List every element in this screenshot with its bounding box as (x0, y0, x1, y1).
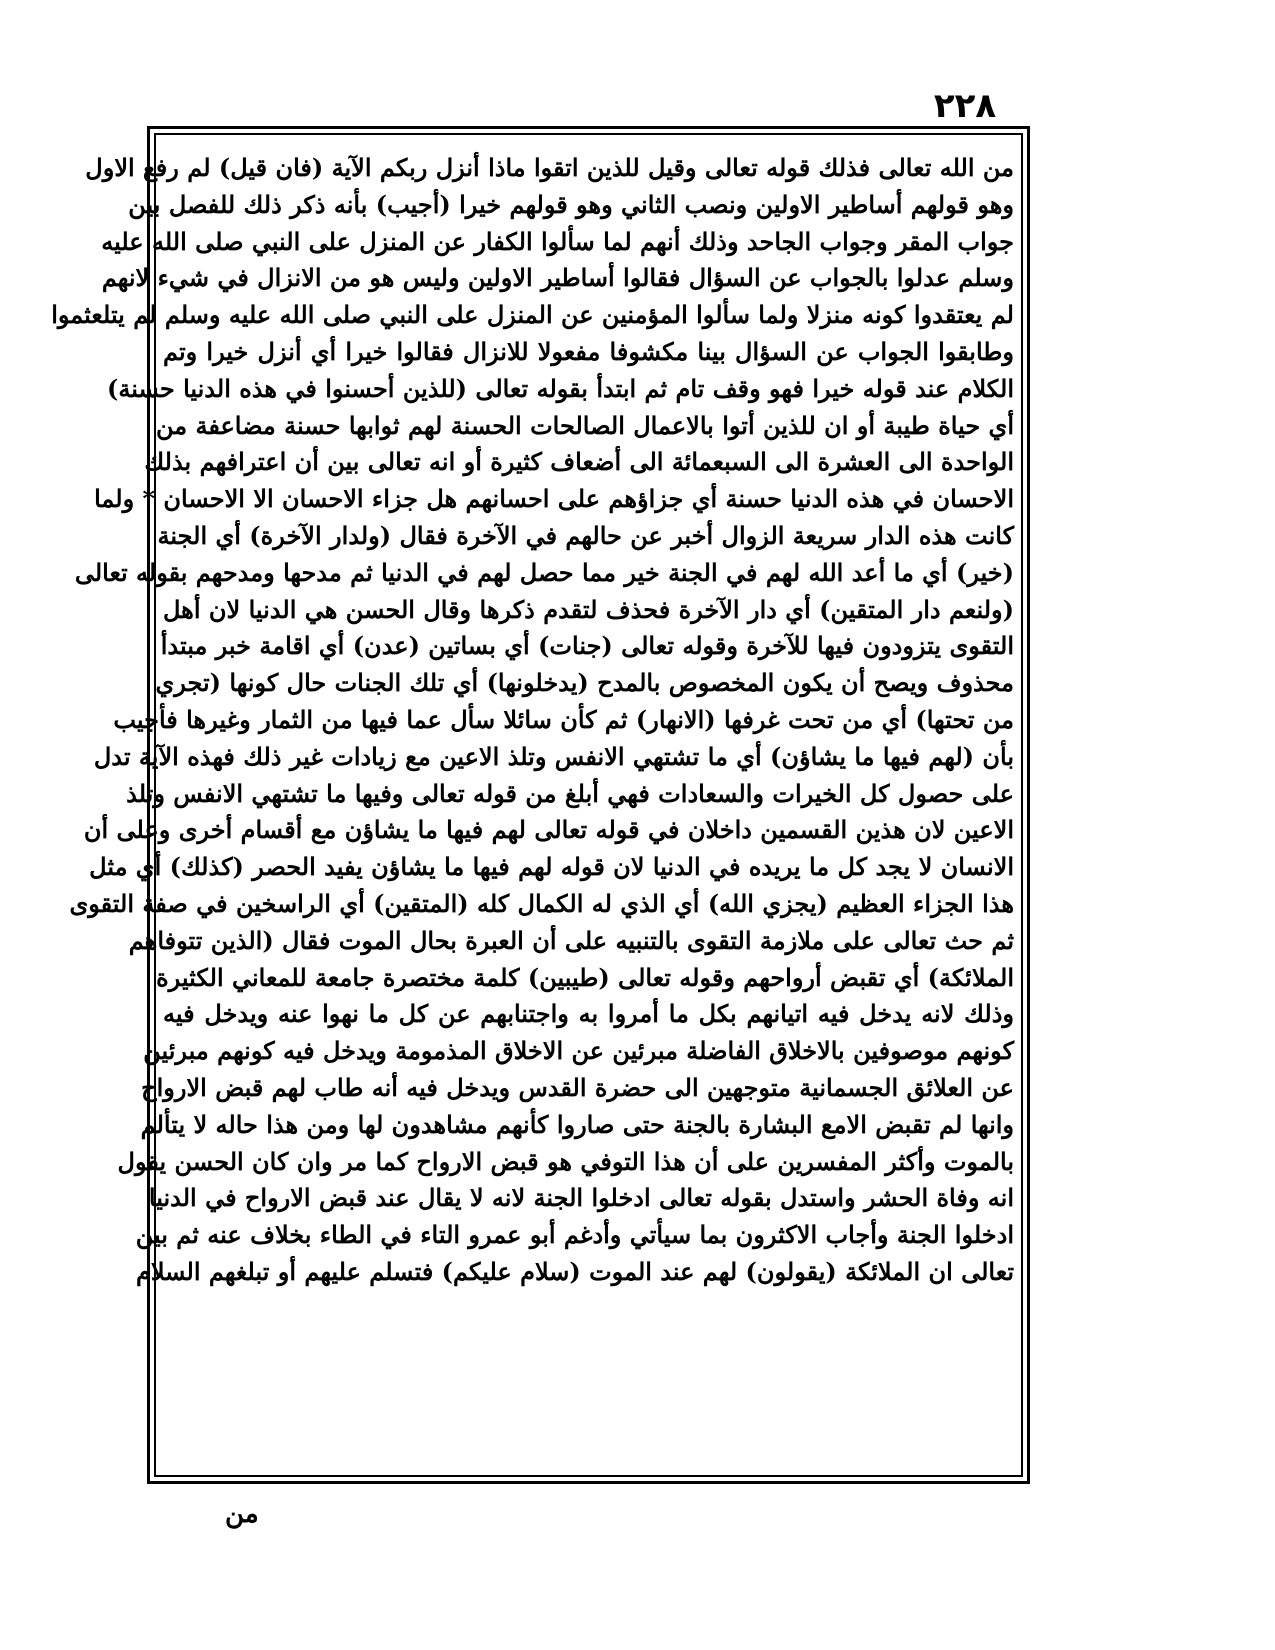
text-line: كانت هذه الدار سريعة الزوال أخبر عن حالهم في الآخرة فقال (ولدار الآخرة) أي الجنة (157, 520, 1014, 550)
text-line: ادخلوا الجنة وأجاب الاكثرون بما سيأتي وأدغم أبو عمرو التاء في الطاء بخلاف عنه ثم بين (135, 1220, 1014, 1250)
text-line: الواحدة الى العشرة الى السبعمائة الى أضعاف كثيرة أو انه تعالى بين أن اعترافهم بذلك (144, 447, 1014, 477)
main-text-block (51, 150, 1014, 1468)
text-line: عن العلائق الجسمانية متوجهين الى حضرة القدس ويدخل فيه أنه طاب لهم قبض الارواح (141, 1072, 1014, 1102)
text-line: انه وفاة الحشر واستدل بقوله تعالى ادخلوا الجنة لانه لا يقال عند قبض الارواح في الدنيا (148, 1183, 1014, 1213)
text-line: محذوف ويصح أن يكون المخصوص بالمدح (يدخلونها) أي تلك الجنات حال كونها (تجري (155, 668, 1014, 698)
text-line: كونهم موصوفين بالاخلاق الفاضلة مبرئين عن الاخلاق المذمومة ويدخل فيه كونهم مبرئين (143, 1036, 1014, 1066)
text-line: الملائكة) أي تقبض أرواحهم وقوله تعالى (طيبين) كلمة مختصرة جامعة للمعاني الكثيرة (156, 962, 1014, 992)
text-line: ثم حث تعالى على ملازمة التقوى بالتنبيه على أن العبرة بحال الموت فقال (الذين تتوفاهم (128, 925, 1014, 955)
text-line: وطابقوا الجواب عن السؤال بينا مكشوفا مفعولا للانزال فقالوا خيرا أي أنزل خيرا وتم (163, 336, 1014, 366)
text-line: الكلام عند قوله خيرا فهو وقف تام ثم ابتدأ بقوله تعالى (للذين أحسنوا في هذه الدنيا حسنة) (107, 373, 1014, 403)
text-line: الانسان لا يجد كل ما يريده في الدنيا لان قوله لهم فيها ما يشاؤن يفيد الحصر (كذلك) أي مثل (89, 852, 1014, 882)
text-line: الاحسان في هذه الدنيا حسنة أي جزاؤهم على احسانهم هل جزاء الاحسان الا الاحسان * ولما (94, 484, 1014, 514)
page-number: ٢٢٨ (933, 86, 997, 126)
text-line: (خير) أي ما أعد الله لهم في الجنة خير مما حصل لهم في الدنيا ثم مدحها ومدحهم بقوله تعالى (74, 557, 1014, 587)
text-line: بأن (لهم فيها ما يشاؤن) أي ما تشتهي الانفس وتلذ الاعين مع زيادات غير ذلك فهذه الآية تدل (93, 741, 1014, 771)
text-line: وذلك لانه يدخل فيه اتيانهم بكل ما أمروا به واجتنابهم عن كل ما نهوا عنه ويدخل فيه (163, 999, 1014, 1029)
text-line: أي حياة طيبة أو ان للذين أتوا بالاعمال الصالحات الحسنة لهم ثوابها حسنة مضاعفة من (156, 410, 1014, 440)
text-line: لم يعتقدوا كونه منزلا ولما سألوا المؤمنين عن المنزل على النبي صلى الله عليه وسلم لم يتلعثموا (51, 300, 1014, 330)
text-line: من تحتها) أي من تحت غرفها (الانهار) ثم كأن سائلا سأل عما فيها من الثمار وغيرها فأجيب (113, 704, 1014, 734)
text-line: وانها لم تقبض الامع البشارة بالجنة حتى صاروا كأنهم مشاهدون لها ومن هذا حاله لا يتألم (140, 1109, 1014, 1139)
text-line: على حصول كل الخيرات والسعادات فهي أبلغ من قوله تعالى وفيها ما تشتهي الانفس وتلذ (126, 778, 1014, 808)
catchword: من (225, 1499, 259, 1529)
text-line: من الله تعالى فذلك قوله تعالى وقيل للذين اتقوا ماذا أنزل ربكم الآية (فان قيل) لم رفع الاول (85, 153, 1014, 182)
text-line: بالموت وأكثر المفسرين على أن هذا التوفي هو قبض الارواح كما مر وان كان الحسن يقول (117, 1146, 1014, 1176)
text-line: تعالى ان الملائكة (يقولون) لهم عند الموت (سلام عليكم) فتسلم عليهم أو تبلغهم السلام (135, 1256, 1014, 1286)
text-line: وهو قولهم أساطير الاولين ونصب الثاني وهو قولهم خيرا (أجيب) بأنه ذكر ذلك للفصل بين (128, 189, 1014, 219)
text-line: التقوى يتزودون فيها للآخرة وقوله تعالى (جنات) أي بساتين (عدن) أي اقامة خبر مبتدأ (160, 631, 1014, 661)
text-line: جواب المقر وجواب الجاحد وذلك أنهم لما سألوا الكفار عن المنزل على النبي صلى الله عليه (101, 226, 1014, 256)
text-line: هذا الجزاء العظيم (يجزي الله) أي الذي له الكمال كله (المتقين) أي الراسخين في صفة التقوى (69, 888, 1014, 918)
text-line: الاعين لان هذين القسمين داخلان في قوله تعالى لهم فيها ما يشاؤن مع أقسام أخرى وعلى أن (83, 815, 1014, 845)
text-line: وسلم عدلوا بالجواب عن السؤال فقالوا أساطير الاولين وليس هو من الانزال في شيء لانهم (101, 263, 1014, 293)
text-line: (ولنعم دار المتقين) أي دار الآخرة فحذف لتقدم ذكرها وقال الحسن هي الدنيا لان أهل (163, 594, 1014, 624)
